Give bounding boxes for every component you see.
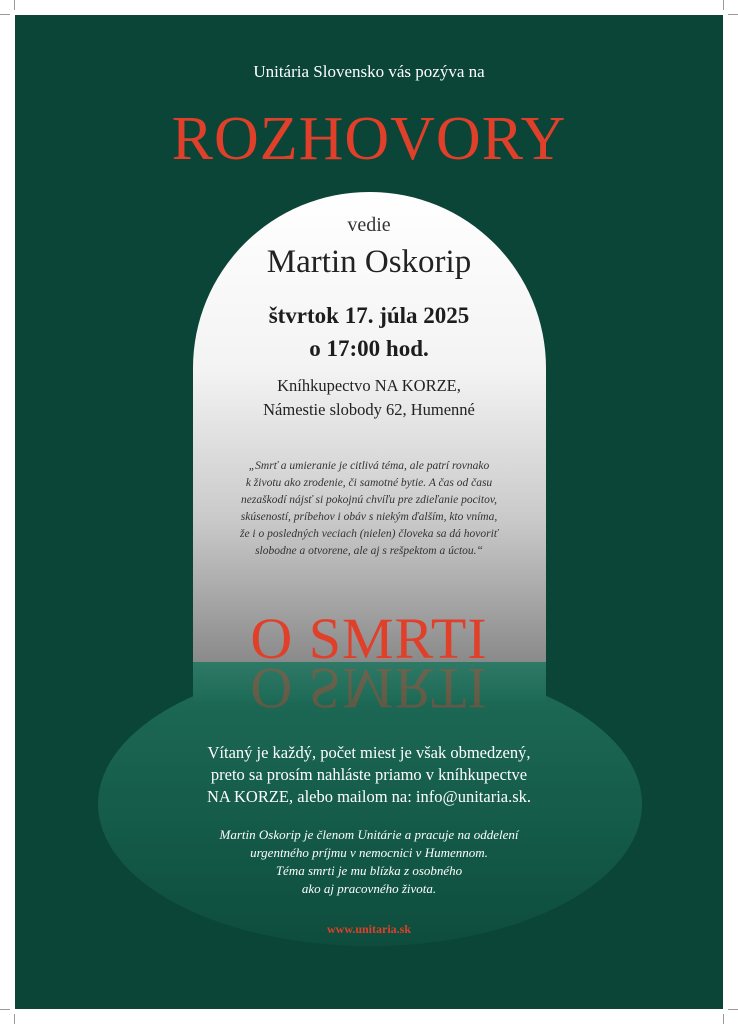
- crop-mark: [728, 1009, 738, 1010]
- subtitle-reflection: O SMRTI: [250, 656, 488, 721]
- venue-line: Námestie slobody 62, Humenné: [263, 400, 475, 419]
- crop-mark: [723, 0, 724, 10]
- bio-line: urgentného príjmu v nemocnici v Humennom.: [250, 845, 488, 860]
- quote-line: nezaškodí nájsť si pokojnú chvíľu pre zdieľanie pocitov,: [241, 494, 497, 506]
- subtitle: O SMRTI: [250, 606, 488, 671]
- bio-line: Martin Oskorip je členom Unitárie a pracuje na oddelení: [219, 827, 519, 842]
- event-date: štvrtok 17. júla 2025: [268, 303, 470, 328]
- quote-block: [0, 458, 738, 560]
- event-title: ROZHOVORY: [171, 105, 567, 173]
- invite-line: Unitária Slovensko vás pozýva na: [253, 62, 485, 81]
- quote-line: slobodne a otvorene, ale aj s rešpektom a úctou.“: [255, 545, 483, 557]
- crop-mark: [0, 14, 10, 15]
- event-time: o 17:00 hod.: [309, 336, 429, 361]
- welcome-line: preto sa prosím nahláste priamo v kníhkupectve: [210, 765, 528, 784]
- welcome-block: [0, 742, 738, 808]
- crop-mark: [14, 1014, 15, 1024]
- venue-line: Kníhkupectvo NA KORZE,: [277, 376, 461, 395]
- quote-line: skúseností, príbehov i obáv s niekým ďalším, kto vníma,: [240, 511, 498, 523]
- bio-block: [0, 826, 738, 898]
- crop-mark: [723, 1014, 724, 1024]
- bio-line: ako aj pracovného života.: [301, 881, 437, 896]
- host-label: vedie: [347, 214, 391, 236]
- crop-mark: [0, 1009, 10, 1010]
- crop-mark: [728, 14, 738, 15]
- quote-line: k životu ako zrodenie, či samotné bytie. A čas od času: [245, 477, 493, 489]
- quote-line: „Smrť a umieranie je citlivá téma, ale patrí rovnako: [248, 460, 490, 472]
- crop-mark: [14, 0, 15, 10]
- quote-line: že i o posledných veciach (nielen) človeka sa dá hovoriť: [239, 528, 499, 540]
- welcome-line: NA KORZE, alebo mailom na: info@unitaria.sk.: [206, 787, 532, 806]
- welcome-line: Vítaný je každý, počet miest je však obmedzený,: [207, 743, 531, 762]
- bio-line: Téma smrti je mu blízka z osobného: [275, 863, 463, 878]
- host-name: Martin Oskorip: [266, 244, 472, 280]
- website-link[interactable]: www.unitaria.sk: [326, 922, 412, 936]
